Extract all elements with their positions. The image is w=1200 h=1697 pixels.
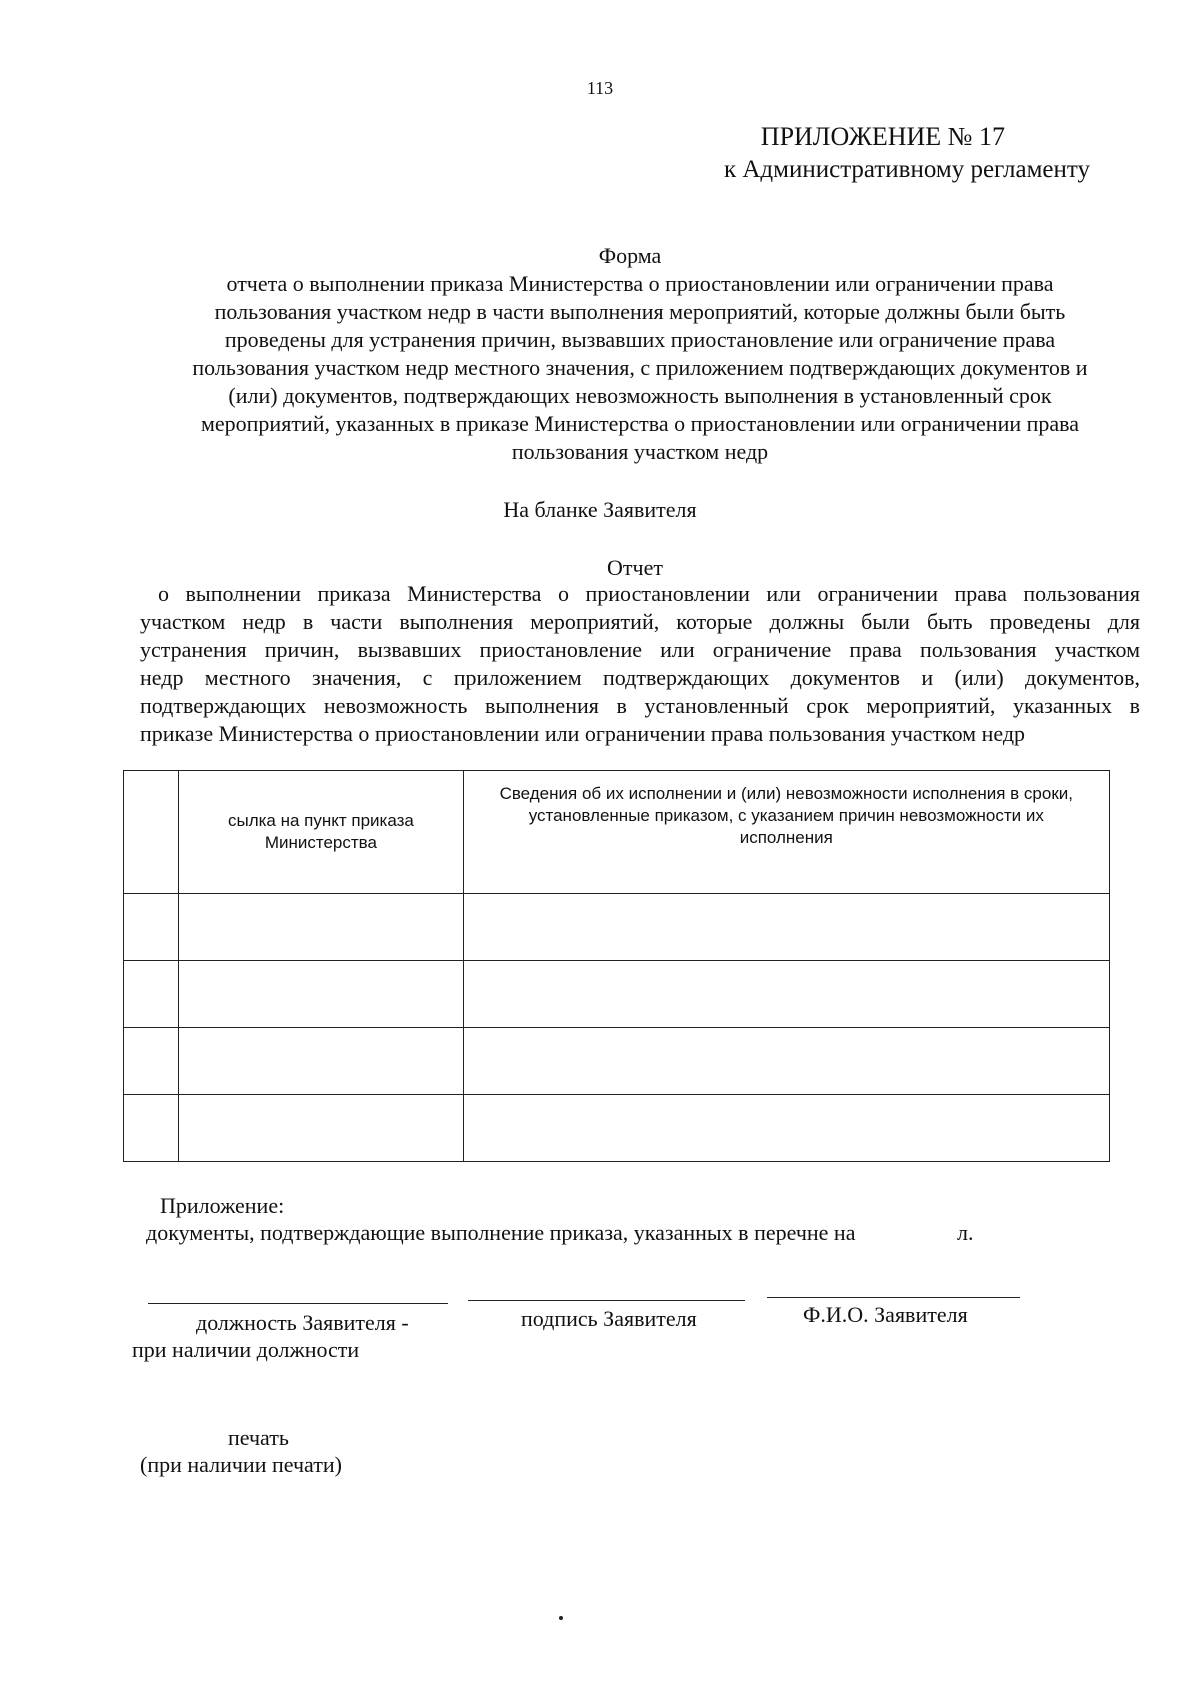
full-name-signature-line — [767, 1297, 1020, 1298]
stamp-label: печать — [228, 1425, 289, 1450]
attachment-label: Приложение: — [160, 1193, 285, 1218]
scan-dot — [559, 1616, 563, 1620]
report-table — [123, 770, 1110, 1162]
row-number-cell — [124, 1095, 179, 1162]
row-number-cell — [124, 961, 179, 1028]
stamp-note: (при наличии печати) — [140, 1452, 342, 1477]
report-body-line: участком недр в части выполнения мероприятий, которые должны были быть проведены для — [140, 609, 1140, 634]
signature-label: подпись Заявителя — [521, 1306, 697, 1331]
form-description-line: пользования участком недр в части выполнения мероприятий, которые должны были быть — [214, 299, 1066, 324]
form-description — [130, 270, 1150, 466]
attachment-unit: л. — [957, 1220, 974, 1245]
report-label: Отчет — [607, 555, 663, 580]
position-signature-line — [148, 1303, 448, 1304]
form-description-line: отчета о выполнении приказа Министерства о приостановлении или ограничении права — [226, 271, 1054, 296]
header-info-cell — [463, 771, 1109, 894]
report-body-line: о выполнении приказа Министерства о приостановлении или ограничении права пользования — [158, 581, 1140, 606]
header-reference-text: сылка на пункт приказа Министерства — [227, 811, 414, 852]
appendix-title: ПРИЛОЖЕНИЕ № 17 — [760, 122, 1005, 151]
header-number-cell — [124, 771, 179, 894]
form-description-line: пользования участком недр — [511, 439, 769, 464]
header-reference-cell — [179, 771, 463, 894]
form-description-line: пользования участком недр местного значения, с приложением подтверждающих документов и — [192, 355, 1088, 380]
row-reference-cell — [179, 1028, 463, 1095]
form-description-line: (или) документов, подтверждающих невозможность выполнения в установленный срок — [228, 383, 1052, 408]
blank-note: На бланке Заявителя — [503, 497, 697, 522]
report-body — [140, 580, 1140, 748]
table-row — [124, 961, 1110, 1028]
row-info-cell — [463, 1028, 1109, 1095]
row-reference-cell — [179, 894, 463, 961]
form-description-line: проведены для устранения причин, вызвавших приостановление или ограничение права — [224, 327, 1056, 352]
form-description-line: мероприятий, указанных в приказе Министерства о приостановлении или ограничении права — [200, 411, 1080, 436]
row-number-cell — [124, 1028, 179, 1095]
header-info-text: Сведения об их исполнении и (или) невозможности исполнения в сроки, установленные приказом, с указанием причин невозможности их исполнения — [499, 784, 1073, 847]
table-row — [124, 1028, 1110, 1095]
report-body-line: устранения причин, вызвавших приостановление или ограничение права пользования участком — [140, 637, 1140, 662]
page-number: 113 — [586, 78, 614, 98]
full-name-label: Ф.И.О. Заявителя — [803, 1302, 968, 1327]
attachment-text: документы, подтверждающие выполнение приказа, указанных в перечне на — [146, 1220, 856, 1245]
position-label: должность Заявителя - — [196, 1310, 409, 1335]
signature-line — [468, 1300, 745, 1301]
table-row — [124, 1095, 1110, 1162]
row-reference-cell — [179, 961, 463, 1028]
appendix-subtitle: к Административному регламенту — [723, 156, 1090, 183]
row-info-cell — [463, 961, 1109, 1028]
row-number-cell — [124, 894, 179, 961]
table-header-row — [124, 771, 1110, 894]
row-reference-cell — [179, 1095, 463, 1162]
row-info-cell — [463, 1095, 1109, 1162]
report-body-line: подтверждающих невозможность выполнения в установленный срок мероприятий, указанных в — [140, 693, 1140, 718]
row-info-cell — [463, 894, 1109, 961]
table-row — [124, 894, 1110, 961]
form-label: Форма — [598, 243, 662, 268]
report-body-line: приказе Министерства о приостановлении или ограничении права пользования участком недр — [140, 721, 1026, 746]
position-note: при наличии должности — [132, 1337, 360, 1362]
report-body-line: недр местного значения, с приложением подтверждающих документов и (или) документов, — [140, 665, 1140, 690]
